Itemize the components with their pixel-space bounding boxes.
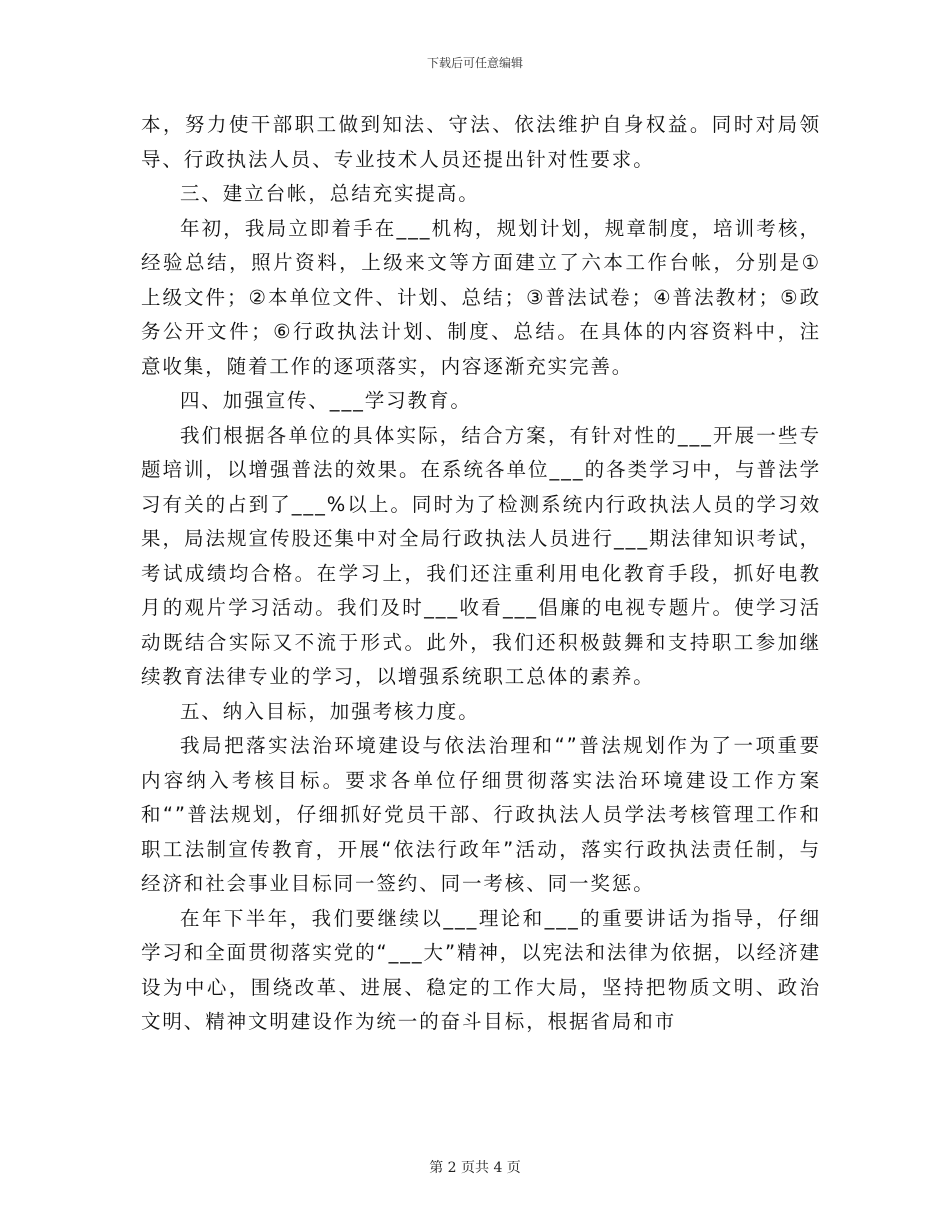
- section-heading-3: 三、建立台帐，总结充实提高。: [180, 182, 480, 205]
- paragraph: 我局把落实法治环境建设与依法治理和“”普法规划作为了一项重要内容纳入考核目标。要求各单位仔细贯彻落实法治环境建设工作方案和“”普法规划，仔细抓好党员干部、行政执法人员学法考核管理工作和职工法制宣传教育，开展“依法行政年”活动，落实行政执法责任制，与经济和社会事业目标同一签约、同一考核、同一奖惩。: [141, 734, 821, 895]
- paragraph-continuation: 本，努力使干部职工做到知法、守法、依法维护自身权益。同时对局领导、行政执法人员、专业技术人员还提出针对性要求。: [141, 113, 821, 171]
- paragraph: 年初，我局立即着手在___机构，规划计划，规章制度，培训考核，经验总结，照片资料，上级来文等方面建立了六本工作台帐，分别是①上级文件；②本单位文件、计划、总结；③普法试卷；④普法教材；⑤政务公开文件；⑥行政执法计划、制度、总结。在具体的内容资料中，注意收集，随着工作的逐项落实，内容逐渐充实完善。: [141, 216, 821, 378]
- page-header: 下载后可任意编辑: [426, 56, 523, 70]
- section-heading-4: 四、加强宣传、___学习教育。: [180, 389, 472, 412]
- section-heading-5: 五、纳入目标，加强考核力度。: [180, 699, 480, 723]
- document-body: [141, 108, 821, 1040]
- page-footer: 第 2 页共 4 页: [429, 1160, 521, 1176]
- paragraph: 我们根据各单位的具体实际，结合方案，有针对性的___开展一些专题培训，以增强普法的效果。在系统各单位___的各类学习中，与普法学习有关的占到了___%以上。同时为了检测系统内行政执法人员的学习效果，局法规宣传股还集中对全局行政执法人员进行___期法律知识考试，考试成绩均合格。在学习上，我们还注重利用电化教育手段，抓好电教月的观片学习活动。我们及时___收看___倡廉的电视专题片。使学习活动既结合实际又不流于形式。此外，我们还积极鼓舞和支持职工参加继续教育法律专业的学习，以增强系统职工总体的素养。: [141, 423, 821, 688]
- paragraph: 在年下半年，我们要继续以___理论和___的重要讲话为指导，仔细学习和全面贯彻落实党的“___大”精神，以宪法和法律为依据，以经济建设为中心，围绕改革、进展、稳定的工作大局，坚持把物质文明、政治文明、精神文明建设作为统一的奋斗目标，根据省局和市: [141, 906, 821, 1033]
